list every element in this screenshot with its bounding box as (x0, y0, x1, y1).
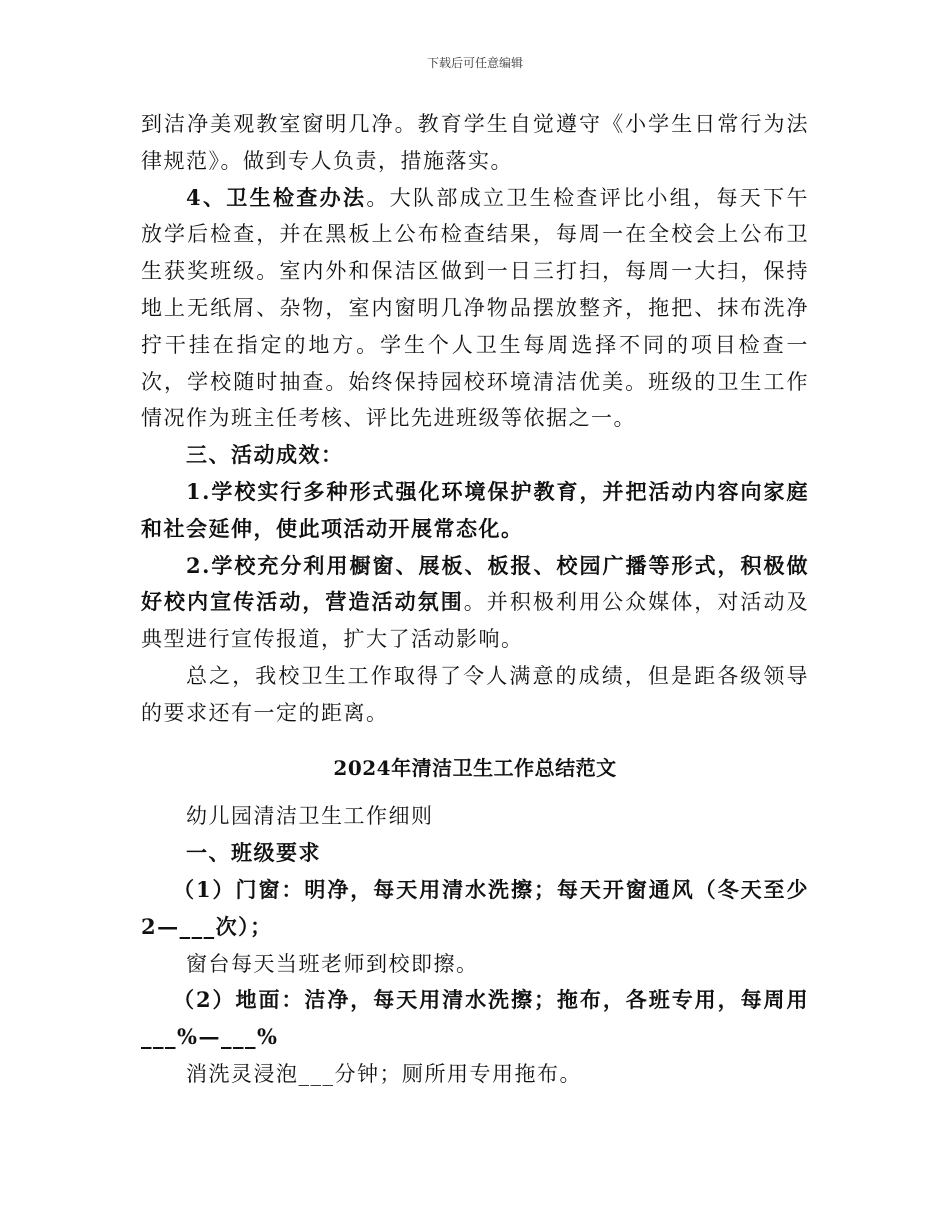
document-title: 2024年清洁卫生工作总结范文 (333, 755, 617, 780)
paragraph-subtitle: 幼儿园清洁卫生工作细则 (186, 804, 434, 829)
paragraph-result-2 (141, 548, 809, 658)
paragraph-summary: 总之，我校卫生工作取得了令人满意的成绩，但是距各级领导的要求还有一定的距离。 (141, 663, 809, 725)
section-heading-class: 一、班级要求 (186, 840, 321, 866)
paragraph-bold-text: 2.学校充分利用橱窗、展板、板报、校园广播等形式，积极做好校内宣传活动，营造活动氛围 (141, 552, 809, 615)
paragraph-floor: （2）地面：洁净，每天用清水洗擦；拖布，各班专用，每周用___%—___% (141, 987, 809, 1050)
paragraph-windowsill: 窗台每天当班老师到校即擦。 (186, 951, 479, 976)
paragraph-doors-windows: （1）门窗：明净，每天用清水洗擦；每天开窗通风（冬天至少2—___次）； (141, 876, 809, 939)
paragraph-disinfect: 消洗灵浸泡___分钟；厕所用专用拖布。 (186, 1061, 582, 1086)
paragraph-hygiene-inspection (141, 180, 809, 438)
paragraph-result-1: 1.学校实行多种形式强化环境保护教育，并把活动内容向家庭和社会延伸，使此项活动开展常态化。 (141, 478, 809, 541)
paragraph-continuation: 到洁净美观教室窗明几净。教育学生自觉遵守《小学生日常行为法律规范》。做到专人负责，措施落实。 (141, 112, 809, 173)
document-body (141, 106, 809, 1093)
page-header: 下载后可任意编辑 (426, 56, 523, 70)
paragraph-text: 。大队部成立卫生检查评比小组，每天下午放学后检查，并在黑板上公布检查结果，每周一在全校会上公布卫生获奖班级。室内外和保洁区做到一日三打扫，每周一大扫，保持地上无纸屑、杂物，室内窗明几净物品摆放整齐，拖把、抹布洗净拧干挂在指定的地方。学生个人卫生每周选择不同的项目检查一次，学校随时抽查。始终保持园校环境清洁优美。班级的卫生工作情况作为班主任考核、评比先进班级等依据之一。 (141, 185, 809, 431)
paragraph-text: 。并积极利用公众媒体，对活动及典型进行宣传报道，扩大了活动影响。 (141, 590, 809, 652)
section-heading-results: 三、活动成效： (186, 442, 344, 468)
section-heading-inspection: 4、卫生检查办法 (186, 184, 367, 210)
